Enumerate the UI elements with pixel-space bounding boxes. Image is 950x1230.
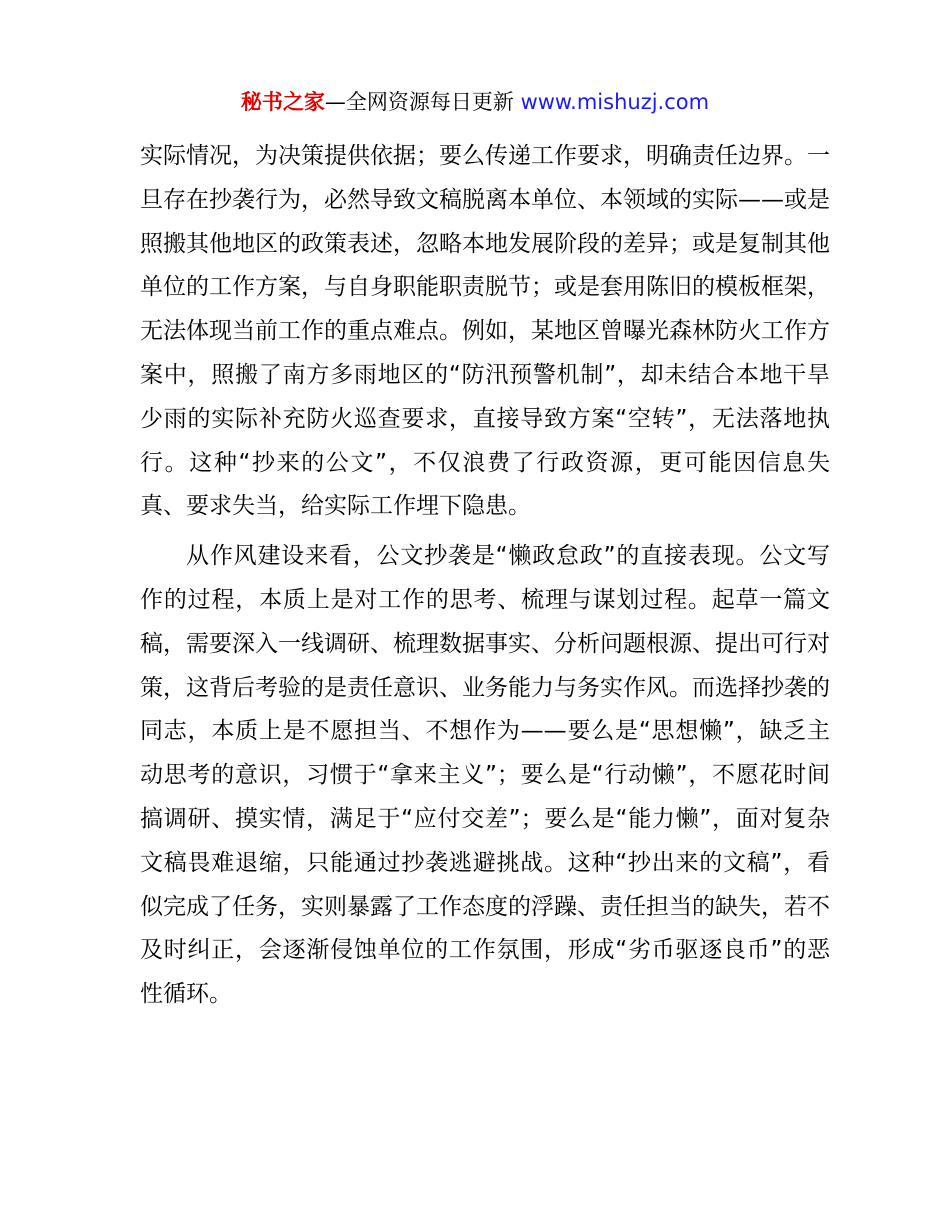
site-header bbox=[0, 86, 950, 118]
site-brand: 秘书之家 bbox=[240, 90, 325, 114]
paragraph-work-style: 从作风建设来看，公文抄袭是“懒政怠政”的直接表现。公文写作的过程，本质上是对工作的思考、梳理与谋划过程。起草一篇文稿，需要深入一线调研、梳理数据事实、分析问题根源、提出可行对策，这背后考验的是责任意识、业务能力与务实作风。而选择抄袭的同志，本质上是不愿担当、不想作为——要么是“思想懒”，缺乏主动思考的意识，习惯于“拿来主义”；要么是“行动懒”，不愿花时间搞调研、摸实情，满足于“应付交差”；要么是“能力懒”，面对复杂文稿畏难退缩，只能通过抄袭逃避挑战。这种“抄出来的文稿”，看似完成了任务，实则暴露了工作态度的浮躁、责任担当的缺失，若不及时纠正，会逐渐侵蚀单位的工作氛围，形成“劣币驱逐良币”的恶性循环。 bbox=[140, 543, 830, 1008]
paragraph-continued: 实际情况，为决策提供依据；要么传递工作要求，明确责任边界。一旦存在抄袭行为，必然导致文稿脱离本单位、本领域的实际——或是照搬其他地区的政策表述，忽略本地发展阶段的差异；或是复制其他单位的工作方案，与自身职能职责脱节；或是套用陈旧的模板框架，无法体现当前工作的重点难点。例如，某地区曾曝光森林防火工作方案中，照搬了南方多雨地区的“防汛预警机制”，却未结合本地干旱少雨的实际补充防火巡查要求，直接导致方案“空转”，无法落地执行。这种“抄来的公文”，不仅浪费了行政资源，更可能因信息失真、要求失当，给实际工作埋下隐患。 bbox=[140, 143, 830, 520]
document-body bbox=[140, 135, 830, 1017]
site-url-link[interactable]: www.mishuzj.com bbox=[520, 90, 710, 114]
site-slogan: —全网资源每日更新 bbox=[324, 90, 514, 114]
